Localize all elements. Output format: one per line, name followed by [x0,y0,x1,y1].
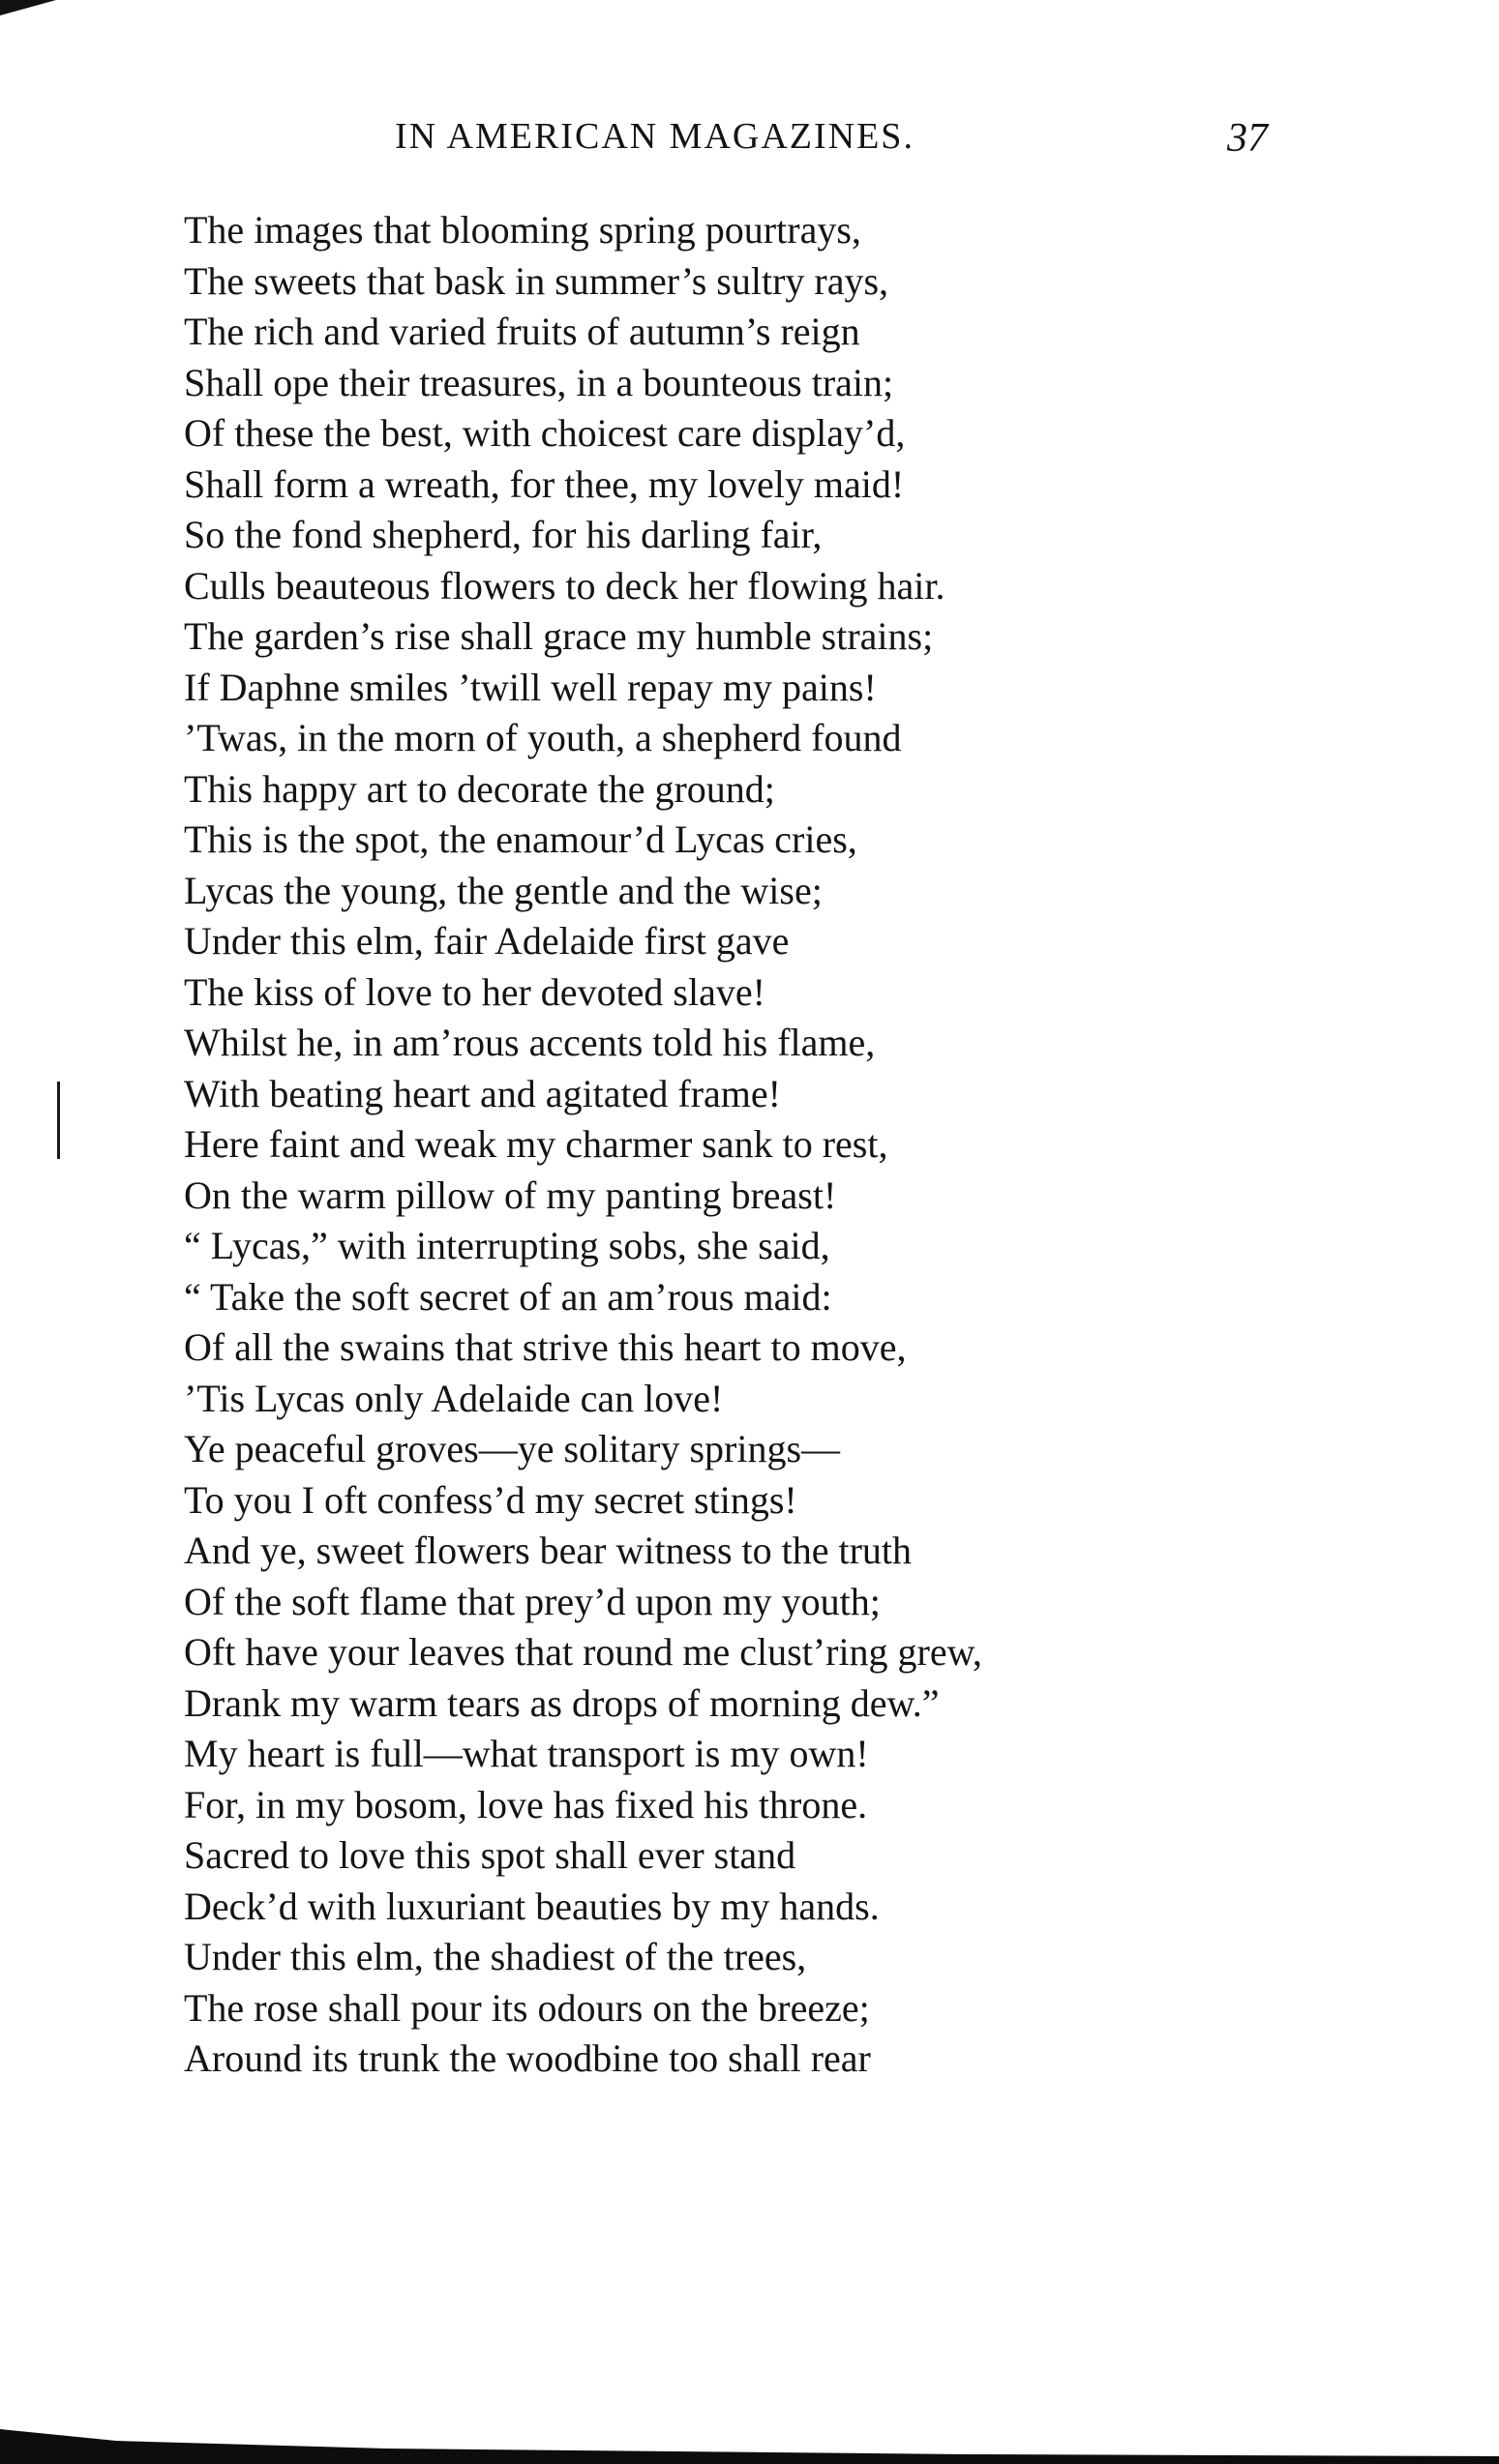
poem-line: And ye, sweet flowers bear witness to the truth [184,1529,913,1572]
poem-line: Oft have your leaves that round me clust’ring grew, [184,1630,982,1674]
poem-line: Sacred to love this spot shall ever stand [184,1833,796,1877]
poem-line: The images that blooming spring pourtrays, [184,208,861,252]
scan-bottom-shadow [0,2406,1499,2464]
poem-line: This happy art to decorate the ground; [184,766,775,811]
poem-line: “ Lycas,” with interrupting sobs, she said, [184,1224,830,1267]
poem-line: This is the spot, the enamour’d Lycas cries, [184,817,857,861]
poem-line: Under this elm, the shadiest of the trees, [184,1935,807,1978]
poem-line: Around its trunk the woodbine too shall rear [184,2036,871,2080]
poem-line: If Daphne smiles ’twill well repay my pains! [184,665,877,709]
poem-text [184,205,982,2085]
poem-line: Deck’d with luxuriant beauties by my hands. [184,1884,880,1928]
poem-line: Whilst he, in am’rous accents told his flame, [184,1021,876,1064]
poem-line: The kiss of love to her devoted slave! [184,969,765,1014]
poem-line: Shall form a wreath, for thee, my lovely maid! [184,461,905,506]
poem-line: Of all the swains that strive this heart to move, [184,1325,907,1369]
poem-line: Culls beauteous flowers to deck her flowing hair. [184,563,945,608]
poem-line: The rose shall pour its odours on the breeze; [184,1985,870,2030]
scan-edge-mark [0,0,56,15]
poem-line: The sweets that bask in summer’s sultry rays, [184,258,889,303]
poem-line: ’Twas, in the morn of youth, a shepherd found [184,716,902,759]
poem-line: For, in my bosom, love has fixed his throne. [184,1782,868,1826]
poem-line: With beating heart and agitated frame! [184,1071,781,1115]
page-number: 37 [1227,116,1268,161]
poem-line: My heart is full—what transport is my own! [184,1732,869,1775]
poem-line: “ Take the soft secret of an am’rous maid: [184,1274,832,1319]
poem-line: The rich and varied fruits of autumn’s reign [184,310,860,353]
poem-line: The garden’s rise shall grace my humble strains; [184,614,934,658]
poem-line: Of the soft flame that prey’d upon my youth; [184,1579,881,1623]
poem-line: Drank my warm tears as drops of morning dew.” [184,1680,940,1725]
poem-line: Of these the best, with choicest care display’d, [184,411,906,455]
poem-line: Here faint and weak my charmer sank to rest, [184,1122,888,1166]
poem-line: ’Tis Lycas only Adelaide can love! [184,1376,724,1420]
poem-line: So the fond shepherd, for his darling fair, [184,513,823,556]
poem-line: Shall ope their treasures, in a bounteous train; [184,360,894,404]
poem-line: On the warm pillow of my panting breast! [184,1173,837,1217]
running-head: IN AMERICAN MAGAZINES. [395,116,914,157]
poem-line: To you I oft confess’d my secret stings! [184,1477,797,1522]
poem-line: Lycas the young, the gentle and the wise; [184,868,823,912]
margin-rule [57,1082,60,1159]
poem-line: Under this elm, fair Adelaide first gave [184,919,790,963]
poem-line: Ye peaceful groves—ye solitary springs— [184,1427,841,1470]
